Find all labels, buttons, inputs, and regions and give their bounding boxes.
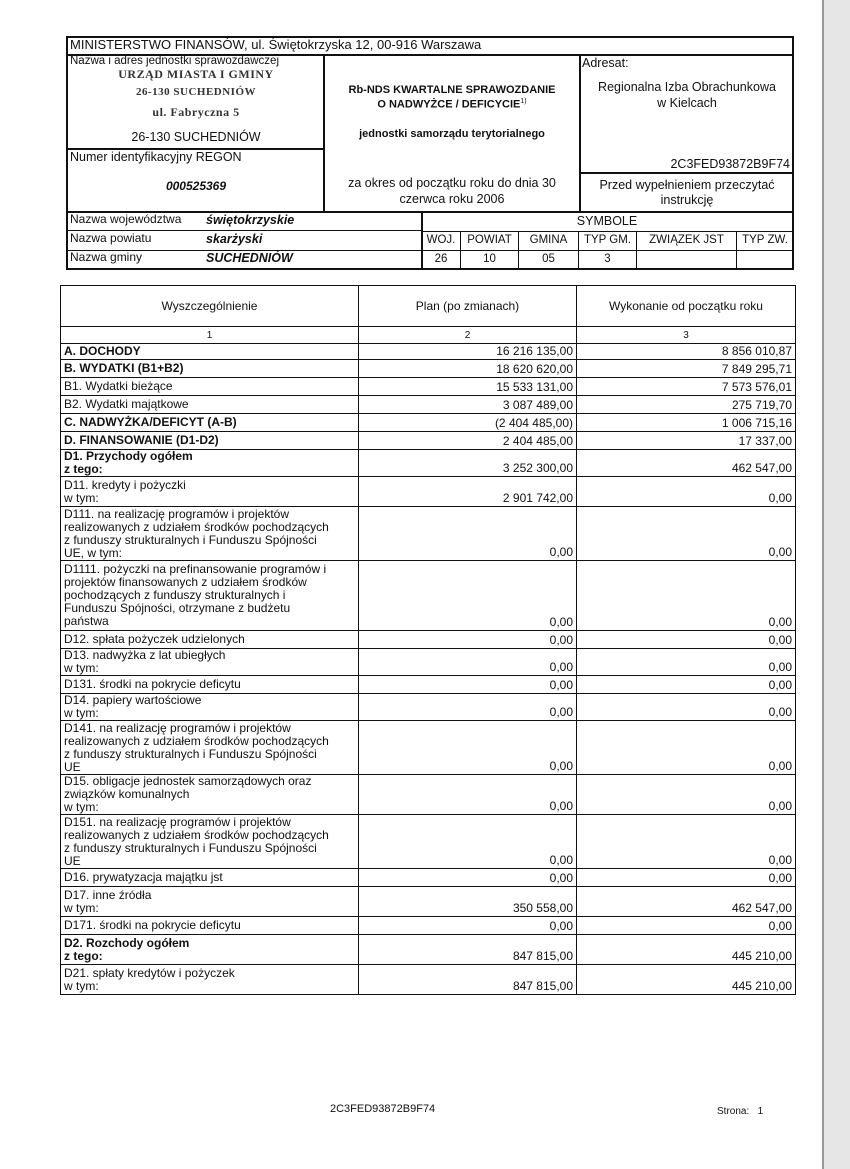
period-line-2: czerwca roku 2006 [399, 192, 505, 206]
col-header-plan: Plan (po zmianach) [359, 286, 577, 327]
col-header-description: Wyszczególnienie [61, 286, 359, 327]
table-row [61, 477, 796, 507]
row-plan-value: 0,00 [359, 507, 577, 561]
row-execution-value: 0,00 [577, 631, 796, 649]
symbols-label: SYMBOLE [576, 214, 638, 228]
instructions-line-1: Przed wypełnieniem przeczytać [599, 178, 775, 192]
row-execution-value: 7 573 576,01 [577, 378, 796, 396]
table-row [61, 631, 796, 649]
row-plan-value: 0,00 [359, 775, 577, 815]
row-plan-value: 16 216 135,00 [359, 344, 577, 360]
row-description: D14. papiery wartościowe w tym: [61, 694, 359, 721]
period-line-1: za okres od początku roku do dnia 30 [348, 176, 556, 190]
financial-table [60, 285, 796, 995]
instructions-line-2: instrukcję [660, 193, 714, 207]
row-execution-value: 275 719,70 [577, 396, 796, 414]
symbol-gmina-value: 05 [542, 253, 555, 265]
row-plan-value: 350 558,00 [359, 887, 577, 917]
table-row [61, 649, 796, 676]
table-row [61, 360, 796, 378]
table-row [61, 561, 796, 631]
row-execution-value: 0,00 [577, 721, 796, 775]
row-execution-value: 445 210,00 [577, 965, 796, 995]
table-row [61, 507, 796, 561]
adresat-line-1: Regionalna Izba Obrachunkowa [598, 80, 776, 94]
symbol-zwiazek-label: ZWIĄZEK JST [649, 234, 724, 246]
row-plan-value: 3 252 300,00 [359, 450, 577, 477]
district-label: Nazwa powiatu [70, 231, 152, 245]
row-execution-value: 8 856 010,87 [577, 344, 796, 360]
table-row [61, 396, 796, 414]
table-row [61, 917, 796, 935]
table-row [61, 935, 796, 965]
row-execution-value: 0,00 [577, 676, 796, 694]
table-row [61, 887, 796, 917]
table-row [61, 676, 796, 694]
row-description: D151. na realizację programów i projektów realizowanych z udziałem środków pochodzących z funduszy strukturalnych i Funduszu Spójności UE [61, 815, 359, 869]
symbol-typ-gm-label: TYP GM. [583, 234, 632, 246]
row-description: D13. nadwyżka z lat ubiegłych w tym: [61, 649, 359, 676]
row-description: D11. kredyty i pożyczki w tym: [61, 477, 359, 507]
row-plan-value: (2 404 485,00) [359, 414, 577, 432]
row-plan-value: 0,00 [359, 631, 577, 649]
symbol-gmina-label: GMINA [529, 234, 568, 246]
document-code: 2C3FED93872B9F74 [670, 157, 790, 171]
scan-edge [822, 0, 850, 1169]
regon-value: 000525369 [165, 179, 227, 193]
row-execution-value: 462 547,00 [577, 887, 796, 917]
row-description: D16. prywatyzacja majątku jst [61, 869, 359, 887]
table-row [61, 414, 796, 432]
row-plan-value: 0,00 [359, 869, 577, 887]
row-description: D12. spłata pożyczek udzielonych [61, 631, 359, 649]
row-description: D171. środki na pokrycie deficytu [61, 917, 359, 935]
row-description: D15. obligacje jednostek samorządowych oraz związków komunalnych w tym: [61, 775, 359, 815]
row-execution-value: 7 849 295,71 [577, 360, 796, 378]
stamp-street: ul. Fabryczna 5 [152, 105, 240, 119]
row-plan-value: 0,00 [359, 561, 577, 631]
row-plan-value: 0,00 [359, 815, 577, 869]
table-row [61, 344, 796, 360]
row-plan-value: 0,00 [359, 694, 577, 721]
row-plan-value: 847 815,00 [359, 965, 577, 995]
footer-document-code: 2C3FED93872B9F74 [330, 1103, 436, 1115]
row-description: D1. Przychody ogółem z tego: [61, 450, 359, 477]
col-number-1: 1 [61, 327, 359, 344]
symbol-woj-value: 26 [434, 253, 448, 265]
table-row [61, 815, 796, 869]
col-number-3: 3 [577, 327, 796, 344]
row-description: D1111. pożyczki na prefinansowanie programów i projektów finansowanych z udziałem środków pochodzących z funduszy strukturalnych i Funduszu Spójności, otrzymane z budżetu państwa [61, 561, 359, 631]
table-row [61, 721, 796, 775]
row-execution-value: 462 547,00 [577, 450, 796, 477]
symbol-powiat-value: 10 [483, 253, 496, 265]
row-plan-value: 15 533 131,00 [359, 378, 577, 396]
row-plan-value: 18 620 620,00 [359, 360, 577, 378]
row-description: D2. Rozchody ogółem z tego: [61, 935, 359, 965]
report-subtitle: jednostki samorządu terytorialnego [359, 128, 545, 140]
row-description: B. WYDATKI (B1+B2) [61, 360, 359, 378]
page-number: 1 [757, 1106, 764, 1117]
table-row [61, 869, 796, 887]
table-row [61, 432, 796, 450]
stamp-office-name: URZĄD MIASTA I GMINY [118, 67, 274, 81]
footer-page-number [717, 1106, 763, 1117]
row-description: B1. Wydatki bieżące [61, 378, 359, 396]
row-description: D141. na realizację programów i projektów realizowanych z udziałem środków pochodzących z funduszy strukturalnych i Funduszu Spójności UE [61, 721, 359, 775]
table-row [61, 694, 796, 721]
row-execution-value: 445 210,00 [577, 935, 796, 965]
row-execution-value: 0,00 [577, 917, 796, 935]
table-row [61, 965, 796, 995]
adresat-label: Adresat: [582, 56, 629, 70]
row-plan-value: 0,00 [359, 721, 577, 775]
row-execution-value: 0,00 [577, 561, 796, 631]
col-header-execution: Wykonanie od początku roku [577, 286, 796, 327]
row-execution-value: 0,00 [577, 477, 796, 507]
row-description: D111. na realizację programów i projektów realizowanych z udziałem środków pochodzących z funduszy strukturalnych i Funduszu Spójności UE, w tym: [61, 507, 359, 561]
col-number-2: 2 [359, 327, 577, 344]
symbol-powiat-label: POWIAT [467, 234, 512, 246]
row-execution-value: 1 006 715,16 [577, 414, 796, 432]
commune-value: SUCHEDNIÓW [206, 251, 293, 265]
row-execution-value: 0,00 [577, 869, 796, 887]
voivodeship-value: świętokrzyskie [206, 213, 295, 227]
district-value: skarżyski [206, 232, 263, 246]
row-execution-value: 0,00 [577, 694, 796, 721]
row-execution-value: 0,00 [577, 815, 796, 869]
unit-city: 26-130 SUCHEDNIÓW [131, 130, 261, 144]
row-plan-value: 847 815,00 [359, 935, 577, 965]
voivodeship-label: Nazwa województwa [70, 212, 182, 226]
row-plan-value: 2 901 742,00 [359, 477, 577, 507]
row-plan-value: 3 087 489,00 [359, 396, 577, 414]
row-description: D. FINANSOWANIE (D1-D2) [61, 432, 359, 450]
page-label: Strona: [717, 1106, 750, 1117]
ministry-address: MINISTERSTWO FINANSÓW, ul. Świętokrzyska 12, 00-916 Warszawa [70, 37, 482, 52]
row-execution-value: 0,00 [577, 775, 796, 815]
row-execution-value: 17 337,00 [577, 432, 796, 450]
symbol-woj-label: WOJ. [426, 234, 456, 246]
report-title-2: O NADWYŻCE / DEFICYCIE$^{1)}$ [377, 98, 527, 111]
row-execution-value: 0,00 [577, 649, 796, 676]
unit-label: Nazwa i adres jednostki sprawozdawczej [70, 55, 280, 67]
report-title: Rb-NDS KWARTALNE SPRAWOZDANIE [348, 84, 556, 96]
stamp-postal: 26-130 SUCHEDNIÓW [135, 86, 257, 98]
row-description: A. DOCHODY [61, 344, 359, 360]
table-row [61, 378, 796, 396]
report-header [66, 36, 794, 270]
row-plan-value: 2 404 485,00 [359, 432, 577, 450]
table-row [61, 450, 796, 477]
row-description: C. NADWYŻKA/DEFICYT (A-B) [61, 414, 359, 432]
row-description: B2. Wydatki majątkowe [61, 396, 359, 414]
row-execution-value: 0,00 [577, 507, 796, 561]
regon-label: Numer identyfikacyjny REGON [70, 150, 242, 164]
row-description: D131. środki na pokrycie deficytu [61, 676, 359, 694]
symbol-typ-zw-label: TYP ZW. [742, 234, 788, 246]
row-plan-value: 0,00 [359, 917, 577, 935]
row-plan-value: 0,00 [359, 649, 577, 676]
row-description: D21. spłaty kredytów i pożyczek w tym: [61, 965, 359, 995]
commune-label: Nazwa gminy [70, 250, 143, 264]
row-description: D17. inne źródła w tym: [61, 887, 359, 917]
row-plan-value: 0,00 [359, 676, 577, 694]
symbol-typ-gm-value: 3 [604, 253, 611, 265]
table-row [61, 775, 796, 815]
adresat-line-2: w Kielcach [657, 96, 717, 110]
